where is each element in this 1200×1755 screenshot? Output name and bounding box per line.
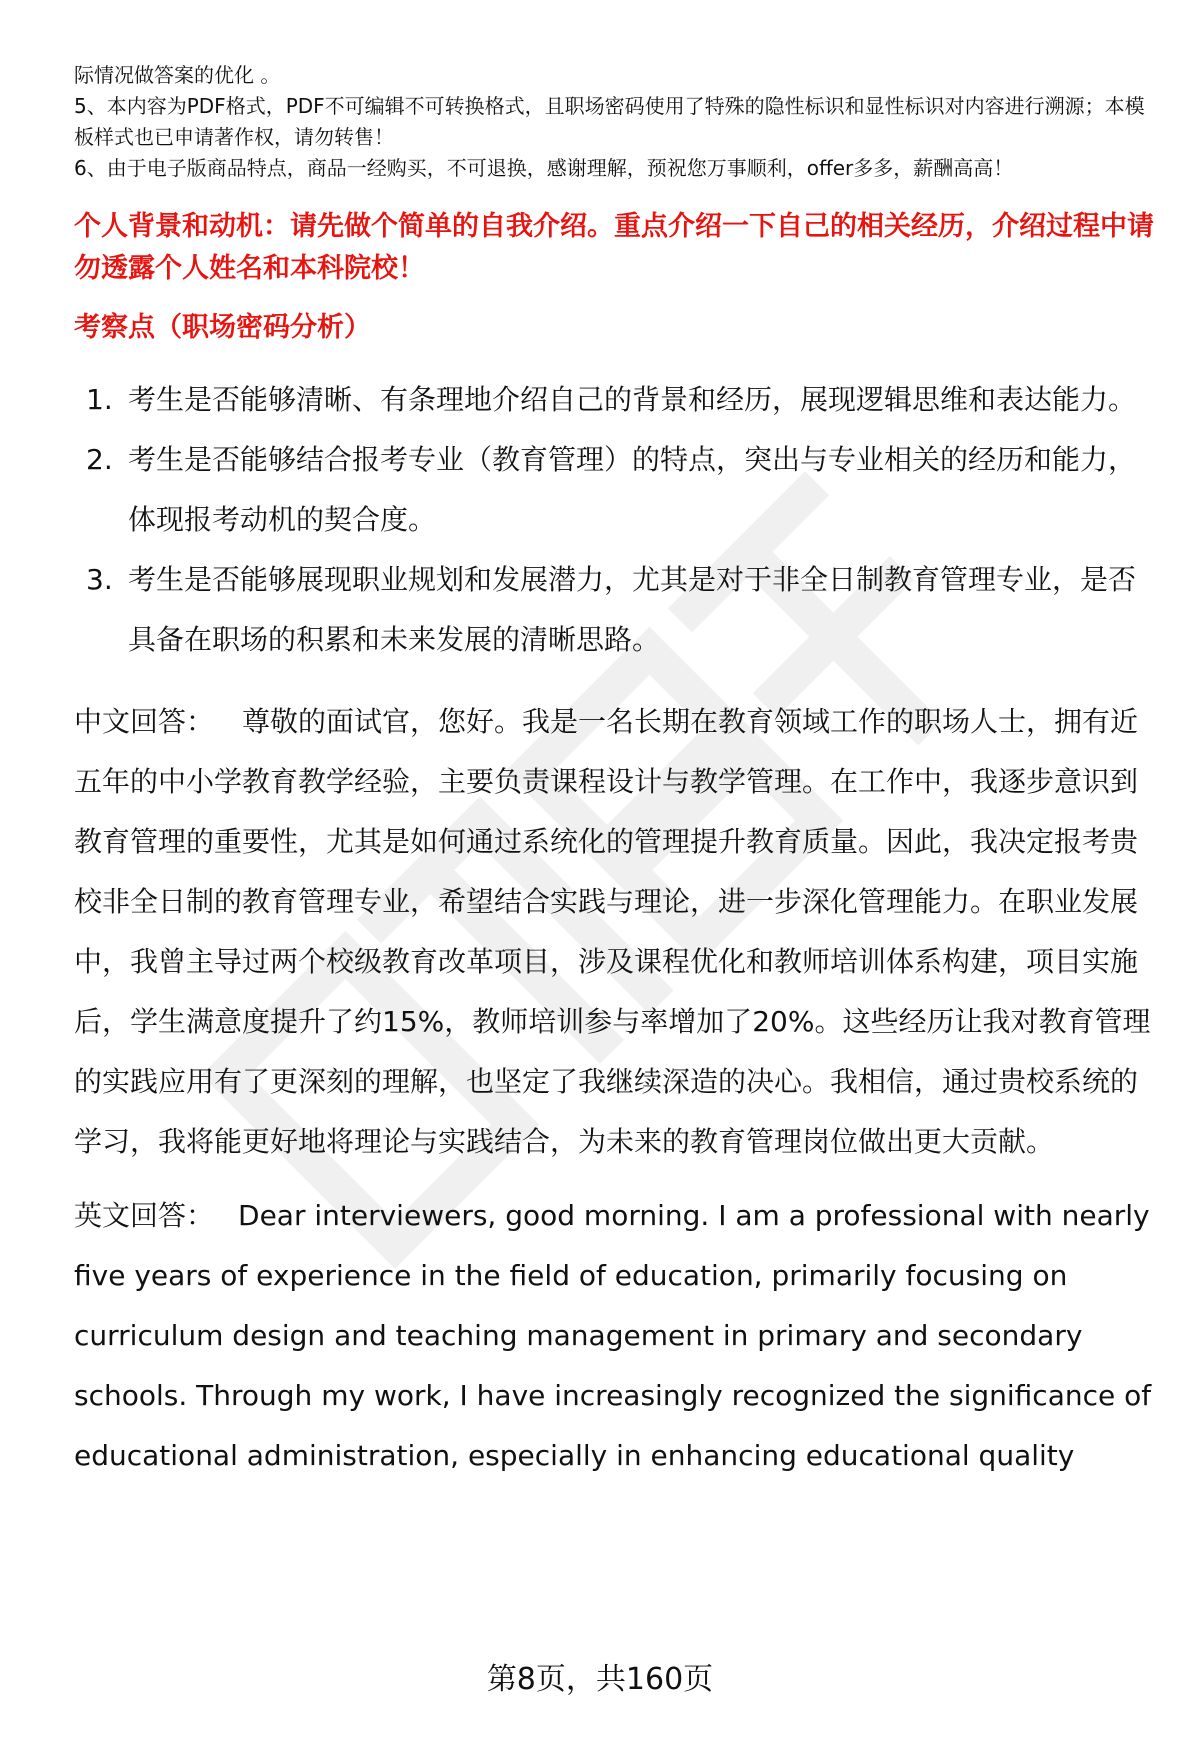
answer-english (74, 1186, 1154, 1486)
list-item-text: 考生是否能够结合报考专业（教育管理）的特点，突出与专业相关的经历和能力，体现报考动机的契合度。 (128, 443, 1137, 536)
interview-question: 个人背景和动机：请先做个简单的自我介绍。重点介绍一下自己的相关经历，介绍过程中请勿透露个人姓名和本科院校！ (74, 211, 1154, 284)
answer-english-text: Dear interviewers, good morning. I am a professional with nearly five years of experience in the field of education, primarily focusing on curriculum design and teaching management in primary and secondary schools. Through my work, I have increasingly recognized the significance of educational administration, especially in enhancing educational quality (74, 1199, 1152, 1472)
page-content (74, 60, 1154, 1486)
note-line-2: 5、本内容为PDF格式，PDF不可编辑不可转换格式，且职场密码使用了特殊的隐性标识和显性标识对内容进行溯源；本模板样式也已申请著作权，请勿转售！ (74, 94, 1145, 149)
list-item (74, 550, 1154, 670)
page-number-footer: 第8页，共160页 (486, 1662, 714, 1697)
list-item-number: 3. (86, 563, 113, 596)
list-item-number: 2. (86, 443, 113, 476)
answer-chinese-text: 尊敬的面试官，您好。我是一名长期在教育领域工作的职场人士，拥有近五年的中小学教育教学经验，主要负责课程设计与教学管理。在工作中，我逐步意识到教育管理的重要性，尤其是如何通过系统化的管理提升教育质量。因此，我决定报考贵校非全日制的教育管理专业，希望结合实践与理论，进一步深化管理能力。在职业发展中，我曾主导过两个校级教育改革项目，涉及课程优化和教师培训体系构建，项目实施后，学生满意度提升了约15%，教师培训参与率增加了20%。这些经历让我对教育管理的实践应用有了更深刻的理解，也坚定了我继续深造的决心。我相信，通过贵校系统的学习，我将能更好地将理论与实践结合，为未来的教育管理岗位做出更大贡献。 (74, 705, 1151, 1158)
list-item (74, 430, 1154, 550)
list-item-number: 1. (86, 383, 113, 416)
list-item-text: 考生是否能够清晰、有条理地介绍自己的背景和经历，展现逻辑思维和表达能力。 (128, 383, 1137, 416)
answer-chinese-label: 中文回答： (74, 705, 215, 738)
note-line-1: 际情况做答案的优化 。 (74, 63, 281, 87)
list-item-text: 考生是否能够展现职业规划和发展潜力，尤其是对于非全日制教育管理专业，是否具备在职场的积累和未来发展的清晰思路。 (128, 563, 1137, 656)
note-line-3: 6、由于电子版商品特点，商品一经购买，不可退换，感谢理解，预祝您万事顺利，offer多多，薪酬高高！ (74, 156, 1014, 180)
list-item (74, 370, 1154, 430)
answer-english-label: 英文回答： (74, 1199, 215, 1232)
answer-chinese (74, 692, 1154, 1172)
assessment-points (74, 370, 1154, 670)
section-title: 考察点（职场密码分析） (74, 312, 371, 343)
notes-block (74, 60, 1154, 184)
